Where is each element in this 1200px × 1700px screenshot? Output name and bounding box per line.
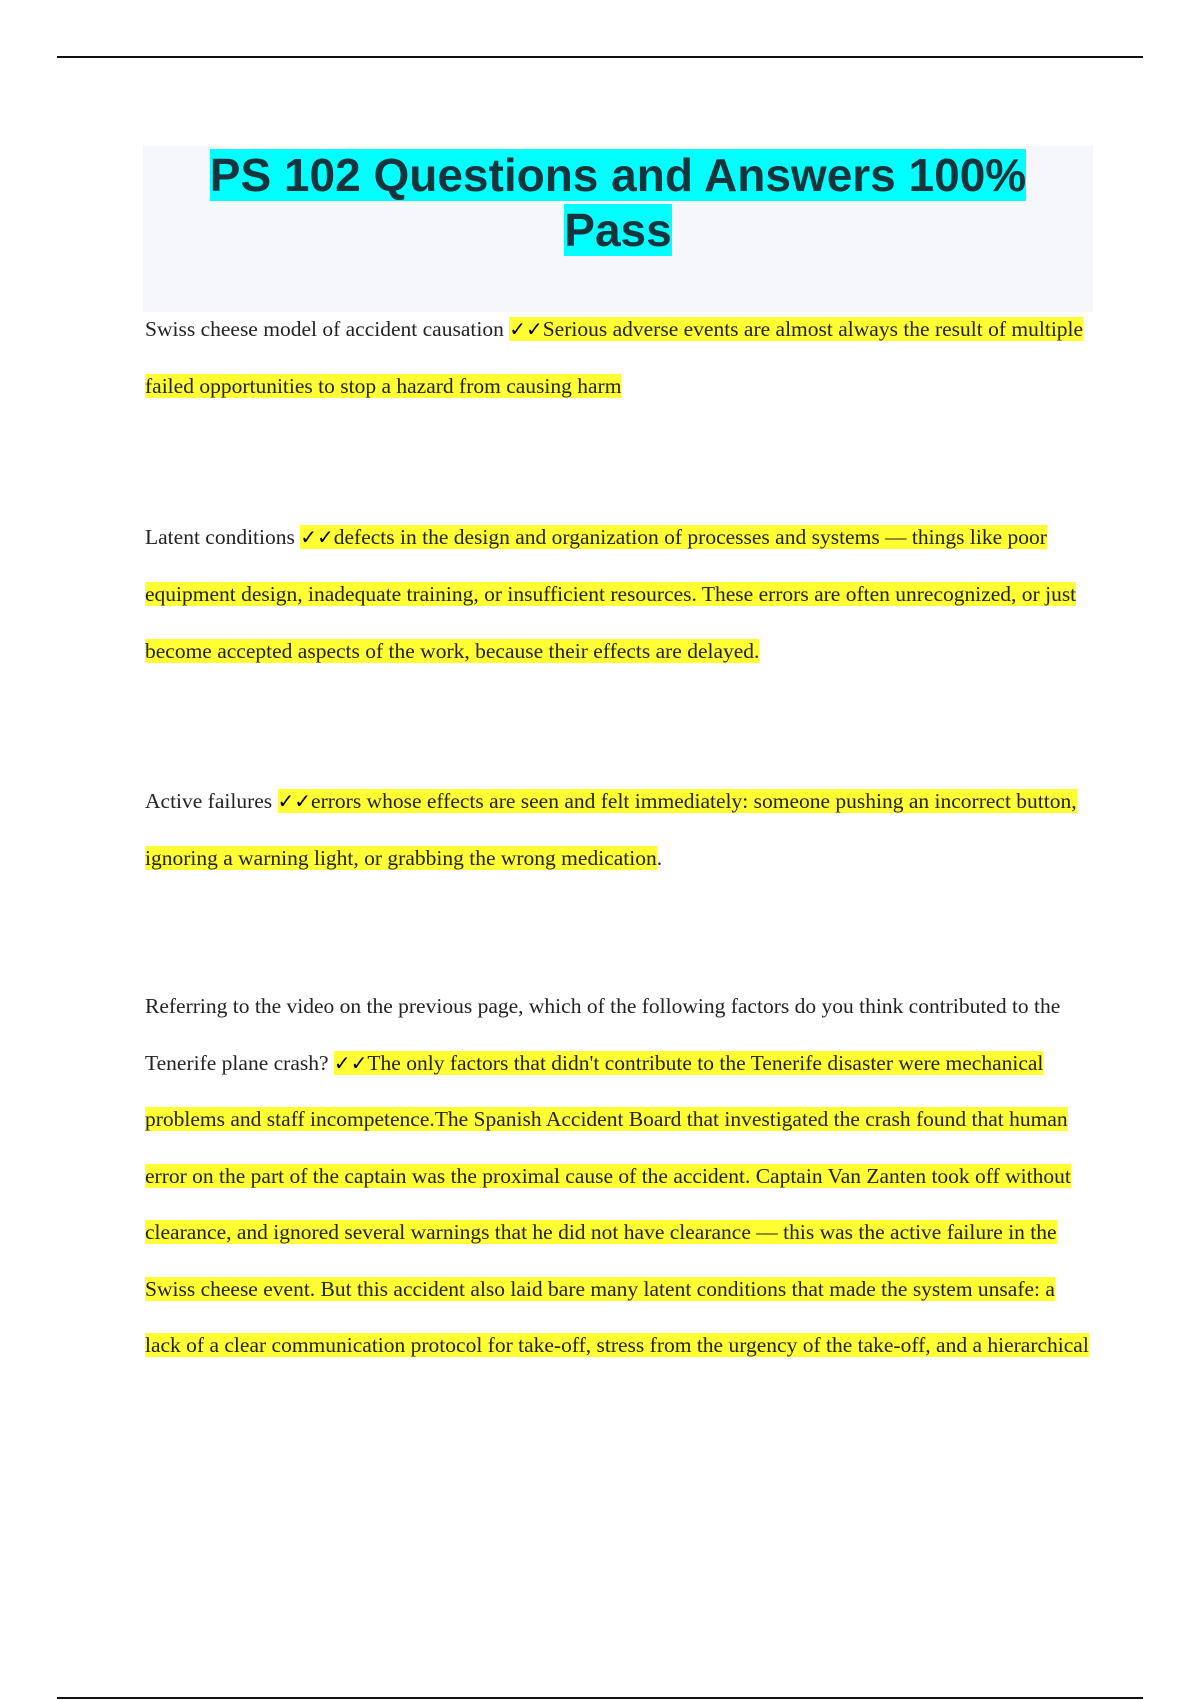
answer-trailing: . bbox=[656, 846, 663, 870]
answer-text: The only factors that didn't contribute to the Tenerife disaster were mechanical problems and staff incompetence.The Spanish Accident Board that investigated the crash found that human error on the part of the captain was the proximal cause of the accident. Captain Van Zanten took off without clearance, and ignored several warnings that he did not have clearance — this was the active failure in the Swiss cheese event. But this accident also laid bare many latent conditions that made the system unsafe: a lack of a clear communication protocol for take-off, stress from the urgency of the take-off, and a hierarchical bbox=[145, 1050, 1089, 1357]
page-title-line-2: Pass bbox=[564, 204, 672, 256]
page-top-rule bbox=[57, 56, 1143, 58]
page-bottom-rule bbox=[57, 1697, 1143, 1699]
answer-text: errors whose effects are seen and felt immediately: someone pushing an incorrect button, ignoring a warning light, or grabbing the wrong medication bbox=[145, 789, 1077, 870]
double-check-icon: ✓✓ bbox=[509, 317, 543, 341]
double-check-icon: ✓✓ bbox=[277, 789, 312, 813]
answer-text: defects in the design and organization of processes and systems — things like poor equipment design, inadequate training, or insufficient resources. These errors are often unrecognized, or just become accepted aspects of the work, because their effects are delayed. bbox=[145, 525, 1077, 663]
qa-item-tenerife bbox=[145, 978, 1095, 1374]
question-text: Swiss cheese model of accident causation bbox=[145, 317, 510, 341]
qa-item-active-failures bbox=[145, 773, 1095, 887]
page-title bbox=[143, 146, 1093, 258]
page-title-line-1: PS 102 Questions and Answers 100% bbox=[209, 149, 1027, 201]
double-check-icon: ✓✓ bbox=[300, 525, 334, 549]
qa-item-latent-conditions bbox=[145, 509, 1095, 680]
question-text: Active failures bbox=[145, 789, 278, 813]
answer-text: Serious adverse events are almost always the result of multiple failed opportunities to stop a hazard from causing harm bbox=[145, 317, 1084, 398]
qa-item-swiss-cheese bbox=[145, 301, 1095, 415]
answer-highlight bbox=[145, 1051, 1089, 1358]
title-block bbox=[143, 146, 1093, 312]
answer-highlight bbox=[145, 789, 1077, 870]
question-text: Latent conditions bbox=[145, 525, 301, 549]
double-check-icon: ✓✓ bbox=[333, 1050, 368, 1075]
question-text: Referring to the video on the previous page, which of the following factors do you think contributed to the Tenerife plane crash? bbox=[145, 994, 1061, 1075]
